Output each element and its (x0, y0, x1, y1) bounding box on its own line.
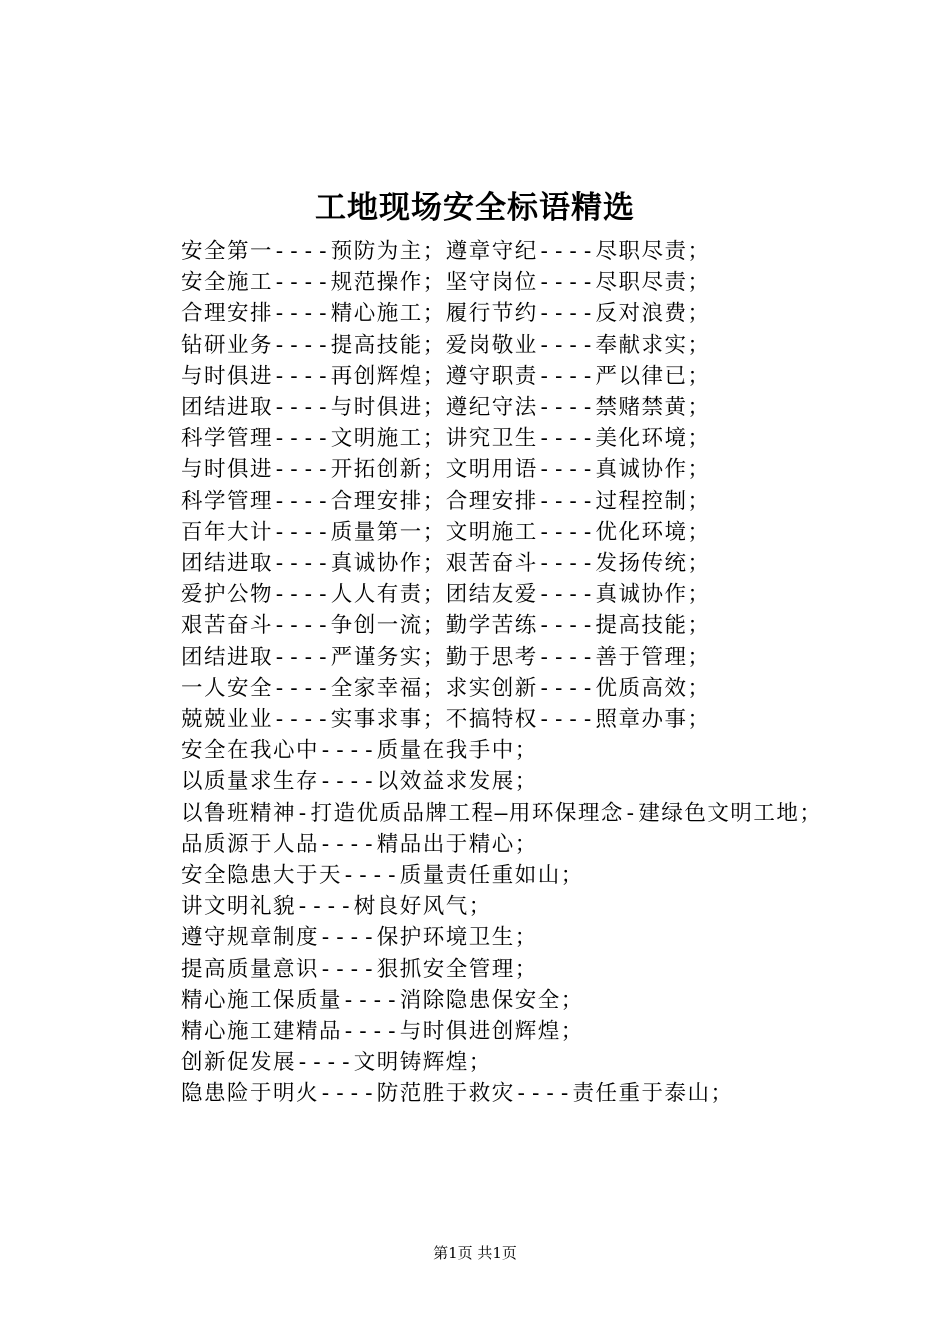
slogan-line: 安全第一----预防为主；遵章守纪----尽职尽责； (181, 239, 711, 264)
document-body (130, 236, 830, 1110)
slogan-line: 团结进取----严谨务实；勤于思考----善于管理； (181, 644, 711, 670)
slogan-line: 讲文明礼貌----树良好风气； (181, 894, 492, 920)
slogan-line-wrapped: 以鲁班精神-打造优质品牌工程—用环保理念-建绿色文明工地； (181, 800, 823, 826)
slogan-line: 科学管理----文明施工；讲究卫生----美化环境； (181, 426, 711, 452)
slogan-line: 隐患险于明火----防范胜于救灾----责任重于泰山； (181, 1081, 734, 1107)
slogan-line: 一人安全----全家幸福；求实创新----优质高效； (181, 675, 711, 701)
slogan-line: 创新促发展----文明铸辉煌； (181, 1050, 492, 1076)
slogan-line: 安全在我心中----质量在我手中； (181, 738, 538, 764)
page-title: 工地现场安全标语精选 (315, 190, 635, 226)
slogan-line: 合理安排----精心施工；履行节约----反对浪费； (181, 301, 711, 327)
slogan-line: 安全隐患大于天----质量责任重如山； (181, 863, 584, 889)
slogan-line: 艰苦奋斗----争创一流；勤学苦练----提高技能； (181, 613, 711, 639)
slogan-line: 品质源于人品----精品出于精心； (181, 831, 538, 857)
slogan-line: 以质量求生存----以效益求发展； (181, 769, 538, 795)
slogan-line: 与时俱进----再创辉煌；遵守职责----严以律已； (181, 363, 711, 389)
slogan-line: 爱护公物----人人有责；团结友爱----真诚协作； (181, 582, 711, 608)
slogan-line: 精心施工建精品----与时俱进创辉煌； (181, 1019, 584, 1045)
slogan-line: 遵守规章制度----保护环境卫生； (181, 925, 538, 951)
slogan-line: 兢兢业业----实事求事；不搞特权----照章办事； (181, 707, 711, 733)
slogan-line: 科学管理----合理安排；合理安排----过程控制； (181, 488, 711, 514)
slogan-line: 安全施工----规范操作；坚守岗位----尽职尽责； (181, 270, 711, 296)
slogan-line: 团结进取----真诚协作；艰苦奋斗----发扬传统； (181, 551, 711, 577)
slogan-line: 钻研业务----提高技能；爱岗敬业----奉献求实； (181, 332, 711, 358)
slogan-line: 精心施工保质量----消除隐患保安全； (181, 987, 584, 1013)
slogan-line: 与时俱进----开拓创新；文明用语----真诚协作； (181, 457, 711, 483)
slogan-line: 提高质量意识----狠抓安全管理； (181, 956, 538, 982)
slogan-line: 团结进取----与时俱进；遵纪守法----禁赌禁黄； (181, 395, 711, 421)
page-footer: 第1页 共1页 (433, 1244, 517, 1262)
slogan-line: 百年大计----质量第一；文明施工----优化环境； (181, 519, 711, 545)
